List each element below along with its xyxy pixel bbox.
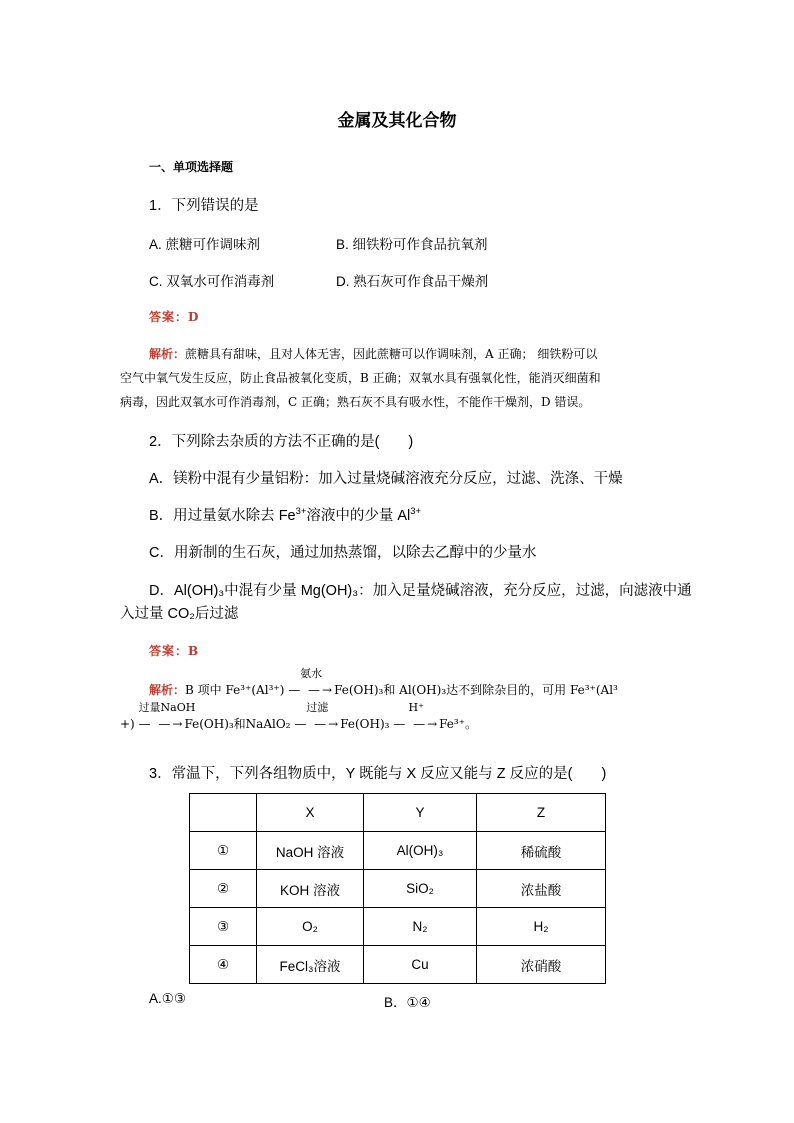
table-row xyxy=(190,946,606,984)
table-row xyxy=(190,832,606,870)
question-2-explanation-line-1 xyxy=(149,667,618,700)
table-cell: ② xyxy=(190,870,257,908)
table-cell: FeCl₃溶液 xyxy=(257,946,364,984)
explanation-text: B 项中 Fe³⁺(Al³⁺) xyxy=(185,683,289,697)
reaction-arrow xyxy=(288,667,335,700)
question-2-explanation-line-2 xyxy=(120,701,478,734)
reaction-condition: 过量NaOH xyxy=(138,701,196,714)
question-1-answer: 答案：D xyxy=(149,310,200,324)
table-cell: N₂ xyxy=(364,908,477,946)
explanation-text: Fe³⁺。 xyxy=(439,717,478,731)
table-cell: KOH 溶液 xyxy=(257,870,364,908)
question-2-option-d-line-1: D．Al(OH)₃中混有少量 Mg(OH)₃：加入足量烧碱溶液，充分反应，过滤，向滤液中通 xyxy=(149,583,692,599)
question-2-option-d-line-2: 入过量 CO₂后过滤 xyxy=(120,606,239,622)
table-cell: H₂ xyxy=(477,908,606,946)
explanation-text: Fe(OH)₃和NaAlO₂ xyxy=(184,717,295,731)
table-cell: ③ xyxy=(190,908,257,946)
reaction-arrow xyxy=(294,701,341,734)
question-2-option-a: A．镁粉中混有少量铝粉：加入过量烧碱溶液充分反应，过滤、洗涤、干燥 xyxy=(149,471,623,487)
table-header-cell: Z xyxy=(477,794,606,832)
table-cell: SiO₂ xyxy=(364,870,477,908)
arrow-glyph: — —→ xyxy=(288,683,335,697)
question-1-option-c: C. 双氧水可作消毒剂 xyxy=(149,274,275,289)
question-2-answer: 答案：B xyxy=(149,644,200,658)
question-1-stem: 1．下列错误的是 xyxy=(149,198,259,214)
table-header-cell xyxy=(190,794,257,832)
explanation-text: 蔗糖具有甜味，且对人体无害，因此蔗糖可以作调味剂，A 正确； 细铁粉可以 xyxy=(185,347,598,361)
table-header-cell: Y xyxy=(364,794,477,832)
table-cell: 稀硫酸 xyxy=(477,832,606,870)
explanation-label: 解析： xyxy=(149,683,186,697)
table-cell: 浓盐酸 xyxy=(477,870,606,908)
table-cell: Al(OH)₃ xyxy=(364,832,477,870)
explanation-text: +) xyxy=(120,717,139,731)
table-cell: ④ xyxy=(190,946,257,984)
question-2-stem: 2．下列除去杂质的方法不正确的是( ) xyxy=(149,434,414,450)
explanation-text: Fe(OH)₃ xyxy=(340,717,394,731)
table-cell: O₂ xyxy=(257,908,364,946)
arrow-glyph: — —→ xyxy=(138,717,185,731)
reaction-condition: 氨水 xyxy=(300,667,323,680)
option-b-text-2: 溶液中的少量 Al xyxy=(306,508,411,524)
question-1-option-a: A. 蔗糖可作调味剂 xyxy=(149,237,261,252)
explanation-label: 解析： xyxy=(149,347,186,361)
page-title: 金属及其化合物 xyxy=(337,111,457,131)
table-header-row xyxy=(190,794,606,832)
question-1-option-d: D. 熟石灰可作食品干燥剂 xyxy=(336,274,489,289)
section-heading: 一、单项选择题 xyxy=(149,160,234,174)
question-1-explanation-line-2: 空气中氧气发生反应，防止食品被氧化变质，B 正确；双氧水具有强氧化性，能消灭细菌和 xyxy=(120,371,601,385)
question-3-stem: 3．常温下，下列各组物质中，Y 既能与 X 反应又能与 Z 反应的是( ) xyxy=(149,766,607,782)
charge-superscript: 3+ xyxy=(295,505,307,517)
table-cell: ① xyxy=(190,832,257,870)
table-cell: Cu xyxy=(364,946,477,984)
reaction-arrow xyxy=(138,701,196,734)
question-2-option-c: C．用新制的生石灰，通过加热蒸馏，以除去乙醇中的少量水 xyxy=(149,545,537,561)
reaction-condition: H⁺ xyxy=(408,701,424,714)
arrow-glyph: — —→ xyxy=(294,717,341,731)
table-cell: NaOH 溶液 xyxy=(257,832,364,870)
table-cell: 浓硝酸 xyxy=(477,946,606,984)
table-row xyxy=(190,870,606,908)
question-3-option-b: B．①④ xyxy=(384,995,431,1010)
charge-superscript: 3+ xyxy=(410,505,422,517)
question-3-option-a: A.①③ xyxy=(149,991,186,1006)
table-row xyxy=(190,908,606,946)
reaction-arrow xyxy=(393,701,440,734)
explanation-text: Fe(OH)₃和 Al(OH)₃达不到除杂目的，可用 Fe³⁺(Al³ xyxy=(334,683,618,697)
table-header-cell: X xyxy=(257,794,364,832)
question-1-explanation-line-3: 病毒，因此双氧水可作消毒剂，C 正确；熟石灰不具有吸水性，不能作干燥剂，D 错误。 xyxy=(120,395,591,409)
reaction-condition: 过滤 xyxy=(306,701,329,714)
option-b-text: B．用过量氨水除去 Fe xyxy=(149,508,296,524)
arrow-glyph: — —→ xyxy=(393,717,440,731)
question-3-table xyxy=(189,793,606,984)
question-1-explanation-line-1 xyxy=(149,344,597,364)
question-2-option-b xyxy=(149,504,421,525)
question-1-option-b: B. 细铁粉可作食品抗氧剂 xyxy=(336,237,488,252)
